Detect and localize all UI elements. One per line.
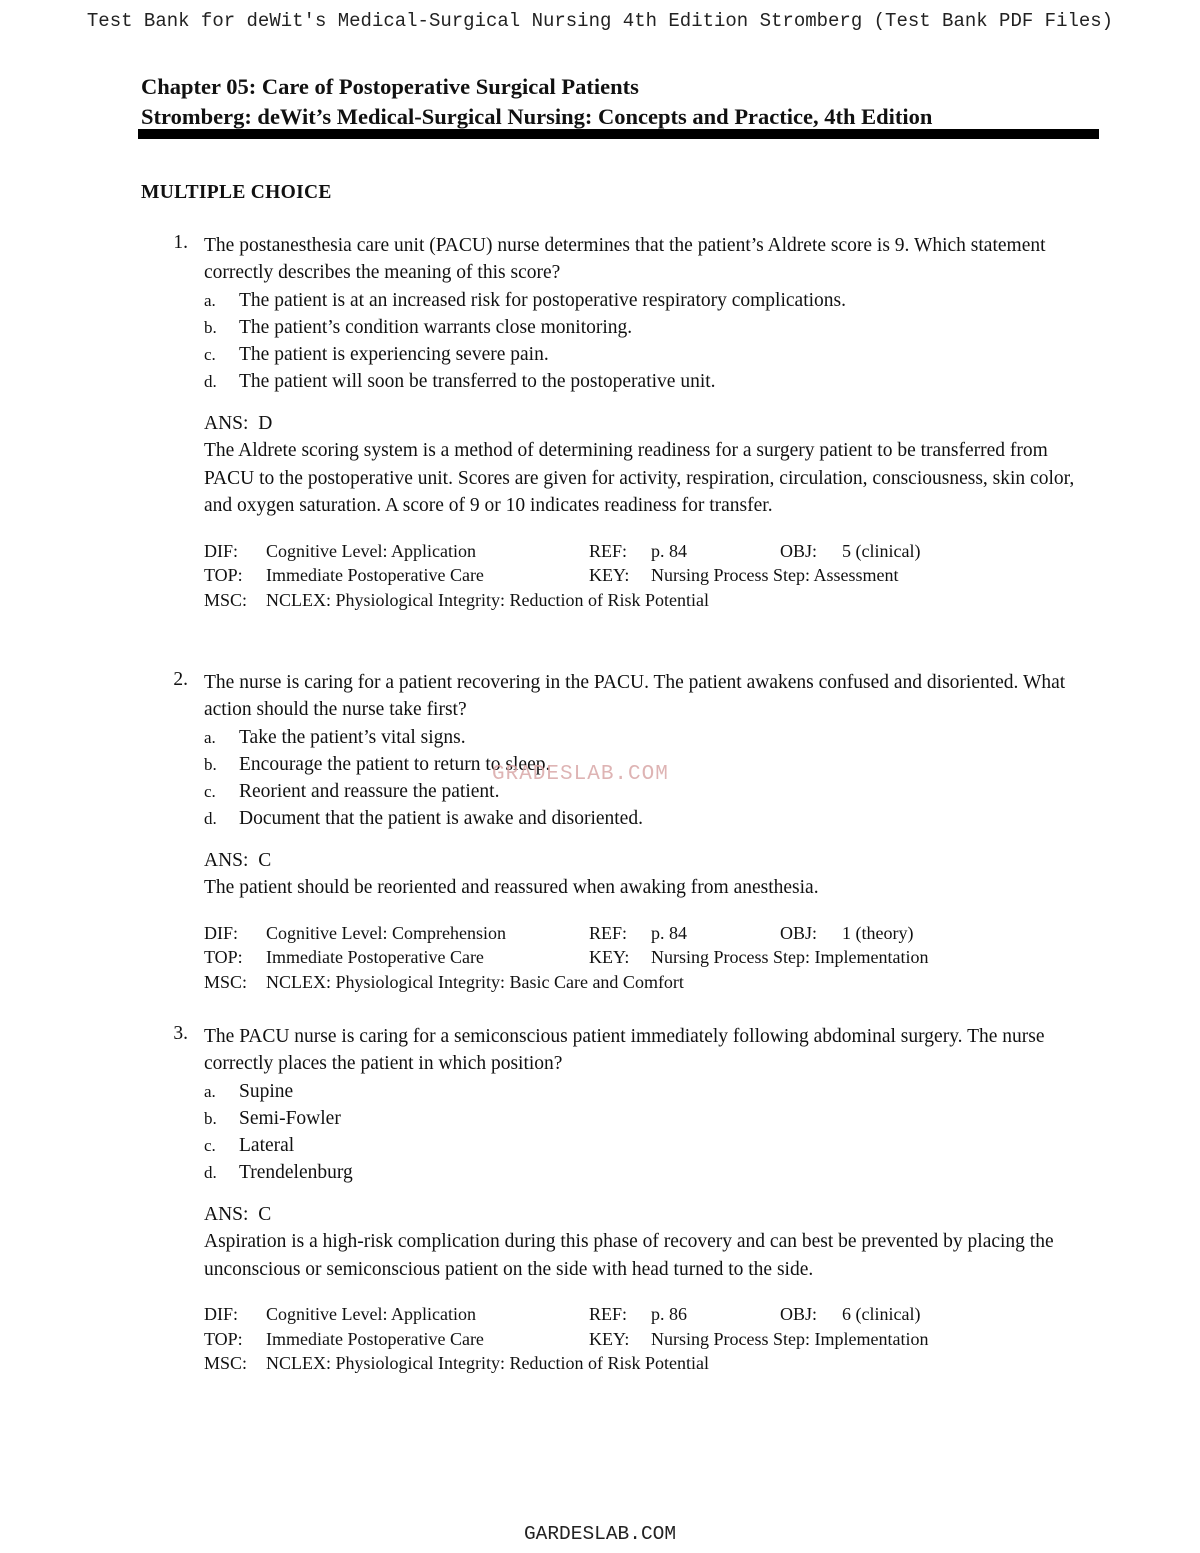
question-3	[160, 1023, 1100, 1376]
question-2	[160, 669, 1100, 994]
choice-d	[204, 368, 1100, 395]
choice-text: Encourage the patient to return to sleep.	[239, 754, 551, 775]
answer-value: C	[258, 850, 272, 871]
question-stem: The postanesthesia care unit (PACU) nurse determines that the patient’s Aldrete score is 9. Which statement correctly describes the meaning of this score?	[204, 235, 1046, 283]
chapter-heading	[141, 72, 1101, 132]
obj-value: 1 (theory)	[842, 922, 914, 943]
choice-text: Supine	[239, 1081, 294, 1102]
ref-value: p. 84	[651, 540, 687, 561]
choice-text: The patient is experiencing severe pain.	[239, 344, 549, 365]
choice-letter: d.	[204, 809, 217, 828]
key-label: KEY:	[589, 947, 630, 967]
choice-a	[204, 1078, 1100, 1105]
question-number: 3.	[173, 1023, 188, 1044]
dif-value: Cognitive Level: Comprehension	[266, 922, 506, 943]
choice-text: Document that the patient is awake and disoriented.	[239, 808, 643, 829]
msc-label: MSC:	[204, 971, 248, 992]
ref-value: p. 86	[651, 1304, 687, 1324]
answer-label: ANS:	[204, 850, 249, 871]
choice-letter: a.	[204, 1082, 216, 1101]
answer-value: D	[258, 413, 273, 434]
choice-text: Trendelenburg	[239, 1162, 353, 1183]
question-stem: The nurse is caring for a patient recovering in the PACU. The patient awakens confused and disoriented. What action should the nurse take first?	[204, 672, 1066, 720]
dif-label: DIF:	[204, 540, 239, 561]
key-label: KEY:	[589, 565, 630, 585]
choice-text: The patient’s condition warrants close monitoring.	[239, 317, 633, 338]
choice-letter: b.	[204, 318, 217, 337]
msc-value: NCLEX: Physiological Integrity: Reduction of Risk Potential	[266, 589, 709, 610]
choice-a	[204, 287, 1100, 314]
choice-letter: a.	[204, 291, 216, 310]
question-metadata	[204, 539, 1100, 613]
dif-label: DIF:	[204, 1304, 239, 1324]
obj-value: 5 (clinical)	[842, 540, 921, 561]
document-banner: Test Bank for deWit's Medical-Surgical Nursing 4th Edition Stromberg (Test Bank PDF Files)	[86, 10, 1114, 32]
choice-b	[204, 1105, 1100, 1132]
answer-line	[204, 847, 1100, 874]
rationale: The Aldrete scoring system is a method of determining readiness for a surgery patient to be transferred from PACU to the postoperative unit. Scores are given for activity, respiration, circulation, consciousness, skin color, and oxygen saturation. A score of 9 or 10 indicates readiness for transfer.	[204, 440, 1075, 516]
question-stem: The PACU nurse is caring for a semiconscious patient immediately following abdominal surgery. The nurse correctly places the patient in which position?	[204, 1026, 1045, 1074]
obj-label: OBJ:	[780, 922, 818, 943]
choice-b	[204, 314, 1100, 341]
top-value: Immediate Postoperative Care	[266, 947, 484, 967]
choice-d	[204, 805, 1100, 832]
choice-list	[204, 1078, 1100, 1186]
msc-value: NCLEX: Physiological Integrity: Reduction of Risk Potential	[266, 1353, 709, 1373]
question-number: 2.	[173, 669, 188, 690]
choice-c	[204, 1132, 1100, 1159]
footer: GARDESLAB.COM	[523, 1523, 677, 1545]
choice-letter: d.	[204, 372, 217, 391]
answer-line	[204, 410, 1100, 437]
choice-letter: b.	[204, 755, 217, 774]
top-value: Immediate Postoperative Care	[266, 1328, 484, 1349]
question-metadata	[204, 1302, 1100, 1376]
ref-label: REF:	[589, 1304, 628, 1324]
question-1	[160, 232, 1100, 612]
choice-d	[204, 1159, 1100, 1186]
key-label: KEY:	[589, 1328, 630, 1349]
section-title: MULTIPLE CHOICE	[141, 182, 332, 203]
top-label: TOP:	[204, 1328, 243, 1349]
choice-letter: a.	[204, 728, 216, 747]
choice-letter: c.	[204, 782, 216, 801]
choice-list	[204, 287, 1100, 395]
key-value: Nursing Process Step: Assessment	[651, 565, 899, 585]
obj-label: OBJ:	[780, 540, 818, 561]
top-label: TOP:	[204, 565, 243, 585]
choice-text: The patient will soon be transferred to the postoperative unit.	[239, 371, 716, 392]
msc-label: MSC:	[204, 1353, 248, 1373]
watermark: GRADESLAB.COM	[492, 763, 669, 786]
answer-label: ANS:	[204, 413, 249, 434]
ref-value: p. 84	[651, 922, 687, 943]
msc-value: NCLEX: Physiological Integrity: Basic Care and Comfort	[266, 971, 684, 992]
choice-text: The patient is at an increased risk for postoperative respiratory complications.	[239, 290, 847, 311]
msc-label: MSC:	[204, 589, 248, 610]
key-value: Nursing Process Step: Implementation	[651, 947, 929, 967]
ref-label: REF:	[589, 922, 628, 943]
rationale: The patient should be reoriented and reassured when awaking from anesthesia.	[204, 877, 819, 898]
chapter-subtitle: Stromberg: deWit’s Medical-Surgical Nursing: Concepts and Practice, 4th Edition	[141, 104, 933, 129]
dif-value: Cognitive Level: Application	[266, 540, 476, 561]
answer-line	[204, 1201, 1100, 1228]
top-value: Immediate Postoperative Care	[266, 565, 484, 585]
choice-letter: c.	[204, 345, 216, 364]
dif-label: DIF:	[204, 922, 239, 943]
choice-letter: d.	[204, 1163, 217, 1182]
ref-label: REF:	[589, 540, 628, 561]
top-label: TOP:	[204, 947, 243, 967]
key-value: Nursing Process Step: Implementation	[651, 1328, 929, 1349]
rationale: Aspiration is a high-risk complication during this phase of recovery and can best be prevented by placing the unconscious or semiconscious patient on the side with head turned to the side.	[204, 1231, 1054, 1280]
choice-text: Semi-Fowler	[239, 1108, 341, 1129]
answer-value: C	[258, 1204, 272, 1225]
choice-text: Lateral	[239, 1135, 295, 1156]
answer-label: ANS:	[204, 1204, 249, 1225]
question-number: 1.	[173, 232, 188, 253]
obj-label: OBJ:	[780, 1304, 818, 1324]
chapter-title: Chapter 05: Care of Postoperative Surgical Patients	[141, 74, 639, 99]
choice-text: Reorient and reassure the patient.	[239, 781, 500, 802]
choice-letter: c.	[204, 1136, 216, 1155]
heading-rule	[138, 129, 1099, 139]
dif-value: Cognitive Level: Application	[266, 1304, 476, 1324]
choice-c	[204, 341, 1100, 368]
choice-letter: b.	[204, 1109, 217, 1128]
question-metadata	[204, 921, 1100, 995]
choice-text: Take the patient’s vital signs.	[239, 727, 466, 748]
obj-value: 6 (clinical)	[842, 1304, 921, 1324]
choice-a	[204, 724, 1100, 751]
